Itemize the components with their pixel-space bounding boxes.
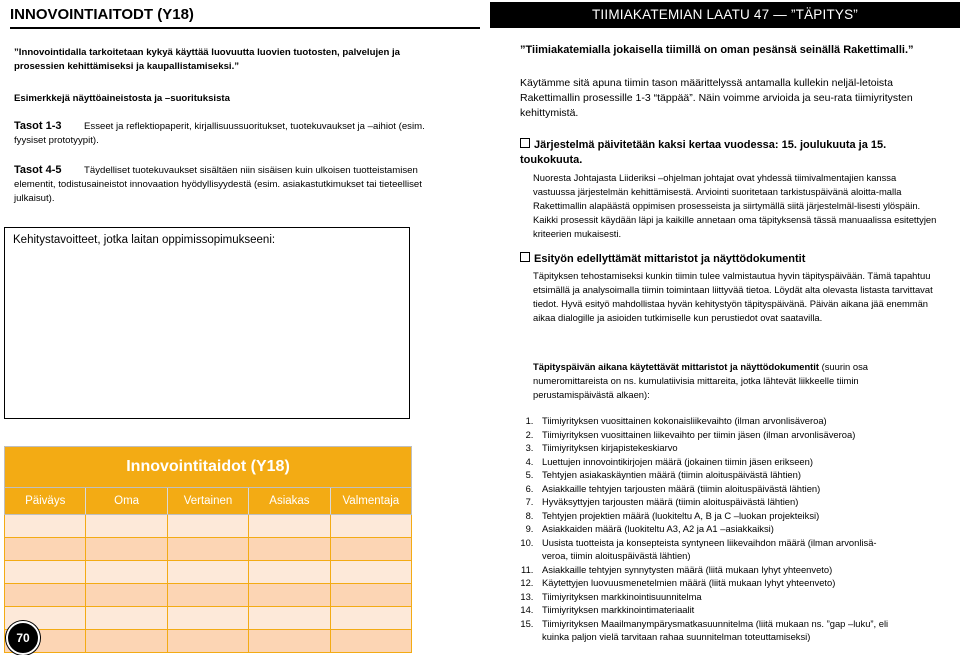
table-cell[interactable] <box>168 630 249 652</box>
table-cell[interactable] <box>331 515 412 537</box>
table-cell[interactable] <box>86 630 167 652</box>
table-cell[interactable] <box>249 630 330 652</box>
table-cell[interactable] <box>5 561 86 583</box>
assessment-table-title: Innovointitaidot (Y18) <box>4 446 412 488</box>
tasot-1-3-text: Esseet ja reflektiopaperit, kirjallisuussuoritukset, tuotekuvaukset ja –aihiot (esim. fyysiset prototyypit). <box>14 121 425 146</box>
update-text: Nuoresta Johtajasta Liideriksi –ohjelman johtajat ovat yhdessä tiimivalmentajien kanssa vastuussa järjestelmän kehittämisestä. Arviointi suoritetaan tarkistuspäivänä aloitta-malla Rakettimallin alapäästä oppimisen prosesseista ja siirtymällä siitä järjestelmäl-lisesti ylöspäin. Kaikki prosessit käydään läpi ja kaikille annetaan oma täpityksensä tässä manuaalissa esitettyjen kriteerien mukaisesti. <box>533 172 937 239</box>
table-row <box>4 515 412 538</box>
list-item: 4. Luettujen innovointikirjojen määrä (jokainen tiimin jäsen erikseen) <box>536 455 898 469</box>
table-cell[interactable] <box>249 515 330 537</box>
table-cell[interactable] <box>331 607 412 629</box>
table-cell[interactable] <box>86 515 167 537</box>
pre-work-heading <box>520 252 940 267</box>
update-section <box>520 138 940 241</box>
table-cell[interactable] <box>168 515 249 537</box>
intro-quote: ”Innovointidalla tarkoitetaan kykyä käyttää luovuutta luovien tuotosten, palvelujen ja prosessien kehittämiseksi ja kaupallistamiseksi.” <box>14 47 400 72</box>
list-item: 7. Hyväksyttyjen tarjousten määrä (tiimin aloituspäivästä lähtien) <box>536 495 898 509</box>
metrics-list <box>518 414 898 644</box>
examples-heading: Esimerkkejä näyttöaineistosta ja –suorituksista <box>14 93 230 104</box>
table-cell[interactable] <box>168 584 249 606</box>
metrics-intro-rest: (suurin osa numeromittareista on ns. kumulatiivisia mittareita, jotka lähtevät liikkeelle tiimin perustamispäivästä alkaen): <box>533 361 868 400</box>
col-customer: Asiakas <box>249 488 330 514</box>
list-item: 3. Tiimiyrityksen kirjapistekeskiarvo <box>536 441 898 455</box>
list-item: 8. Tehtyjen projektien määrä (luokiteltu A, B ja C –luokan projekteiksi) <box>536 509 898 523</box>
table-cell[interactable] <box>168 607 249 629</box>
list-item: 9. Asiakkaiden määrä (luokiteltu A3, A2 ja A1 –asiakkaiksi) <box>536 522 898 536</box>
list-item: 6. Asiakkaille tehtyjen tarjousten määrä (tiimin aloituspäivästä lähtien) <box>536 482 898 496</box>
assessment-table-header <box>4 488 412 515</box>
table-cell[interactable] <box>168 538 249 560</box>
list-item: 10. Uusista tuotteista ja konsepteista syntyneen liikevaihdon määrä (ilman arvonlisä-veroa, tiimin aloituspäivästä lähtien) <box>536 536 898 563</box>
pre-work-text: Täpityksen tehostamiseksi kunkin tiimin tulee valmistautua hyvin täpityspäivään. Tämä tapahtuu etsimällä ja analysoimalla tiimin toimintaan liittyvää tietoa. Löydät alta olevasta listasta tarvittavat tiedot. Hyvä esityö mahdollistaa hyvän kehitystyön täpityspäivänä. Päivän aikana jää enemmän aikaa dialogille ja asioiden tutkimiselle kun perustiedot ovat saatavilla. <box>533 270 933 323</box>
table-cell[interactable] <box>86 538 167 560</box>
update-heading-text: Järjestelmä päivitetään kaksi kertaa vuodessa: 15. joulukuuta ja 15. toukokuuta. <box>520 139 887 166</box>
table-row <box>4 538 412 561</box>
metrics-intro-bold: Täpityspäivän aikana käytettävät mittaristot ja näyttödokumentit <box>533 361 820 372</box>
table-cell[interactable] <box>331 538 412 560</box>
tasot-1-3-label: Tasot 1-3 <box>14 120 62 132</box>
table-cell[interactable] <box>168 561 249 583</box>
table-cell[interactable] <box>249 538 330 560</box>
table-cell[interactable] <box>5 515 86 537</box>
table-cell[interactable] <box>5 584 86 606</box>
list-item: 15. Tiimiyrityksen Maailmanympärysmatkasuunnitelma (liitä mukaan ns. ”gap –luku”, eli kuinka paljon vielä tarvitaan rahaa suunnitelman toteuttamiseksi) <box>536 617 898 644</box>
page-title-left: INNOVOINTIAITODT (Y18) <box>10 6 480 29</box>
list-item: 1. Tiimiyrityksen vuosittainen kokonaisliikevaihto (ilman arvonlisäveroa) <box>536 414 898 428</box>
assessment-table-body <box>4 515 412 653</box>
list-item: 14. Tiimiyrityksen markkinointimateriaalit <box>536 603 898 617</box>
pre-work-heading-text: Esityön edellyttämät mittaristot ja näyttödokumentit <box>534 253 806 265</box>
list-item: 5. Tehtyjen asiakaskäyntien määrä (tiimin aloituspäivästä lähtien) <box>536 468 898 482</box>
list-item: 12. Käytettyjen luovuusmenetelmien määrä (liitä mukaan lyhyt yhteenveto) <box>536 576 898 590</box>
list-item: 11. Asiakkaille tehtyjen synnytysten määrä (liitä mukaan lyhyt yhteenveto) <box>536 563 898 577</box>
col-date: Päiväys <box>5 488 86 514</box>
table-cell[interactable] <box>249 561 330 583</box>
tasot-4-5 <box>14 163 434 206</box>
tasot-4-5-label: Tasot 4-5 <box>14 164 62 176</box>
raketti-quote: ”Tiimiakatemialla jokaisella tiimillä on oman pesänsä seinällä Rakettimalli.” <box>520 44 914 56</box>
assessment-table <box>4 446 412 653</box>
table-cell[interactable] <box>249 607 330 629</box>
col-self: Oma <box>86 488 167 514</box>
table-row <box>4 584 412 607</box>
development-goals-box[interactable] <box>4 227 410 419</box>
page-title-right: TIIMIAKATEMIAN LAATU 47 — ”TÄPITYS” <box>490 2 960 28</box>
table-cell[interactable] <box>86 584 167 606</box>
development-goals-label: Kehitystavoitteet, jotka laitan oppimissopimukseeni: <box>13 234 276 246</box>
table-cell[interactable] <box>331 630 412 652</box>
col-peer: Vertainen <box>168 488 249 514</box>
table-row <box>4 630 412 653</box>
table-cell[interactable] <box>86 607 167 629</box>
tasot-4-5-text: Täydelliset tuotekuvaukset sisältäen niin sisäisen kuin ulkoisen tuotteistamisen elementit, todistusaineistot innovaation hyödyllisyydestä (esim. asiakastutkimukset tai tieteelliset julkaisut). <box>14 165 422 204</box>
tasot-1-3 <box>14 119 444 148</box>
table-cell[interactable] <box>331 584 412 606</box>
col-coach: Valmentaja <box>342 495 400 507</box>
update-heading <box>520 138 940 168</box>
list-item: 13. Tiimiyrityksen markkinointisuunnitelma <box>536 590 898 604</box>
table-cell[interactable] <box>249 584 330 606</box>
intro-paragraph: Käytämme sitä apuna tiimin tason määrittelyssä antamalla kullekin neljäl-letoista Rakettimallin prosessille 1-3 “täppää”. Näin voimme arvioida ja seu-rata tiimiyritysten kehittymistä. <box>520 77 913 119</box>
table-row <box>4 561 412 584</box>
table-row <box>4 607 412 630</box>
list-item: 2. Tiimiyrityksen vuosittainen liikevaihto per tiimin jäsen (ilman arvonlisäveroa) <box>536 428 898 442</box>
metrics-intro <box>533 360 903 402</box>
table-cell[interactable] <box>331 561 412 583</box>
pre-work-section <box>520 252 940 325</box>
table-cell[interactable] <box>5 538 86 560</box>
table-cell[interactable] <box>86 561 167 583</box>
page-number-badge: 70 <box>6 621 40 655</box>
